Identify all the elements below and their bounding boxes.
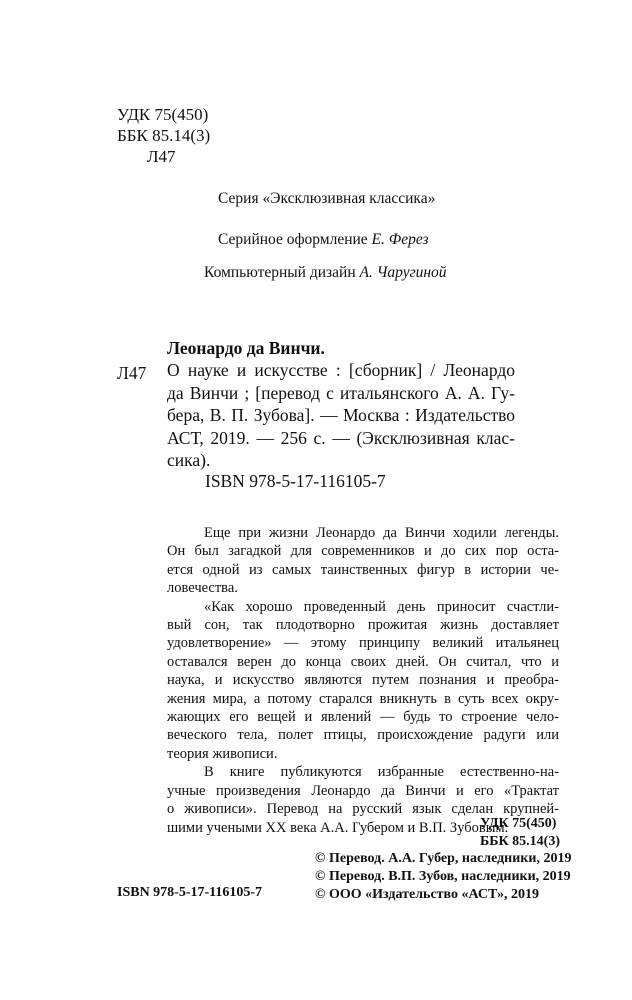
computer-designer-name: А. Чаругиной [359,264,447,281]
annotation-line: наука, и искусство являются путем познания и преобра- [167,672,559,689]
annotation-line: В книге публикуются избранные естественно-на- [204,764,559,781]
copyright-block [315,850,571,904]
computer-design-line [204,264,447,282]
bib-author-mark: Л47 [117,363,147,383]
copyright-line: © ООО «Издательство «АСТ», 2019 [315,887,540,902]
annotation-line: шими учеными XX века А.А. Губером и В.П. Зубовым. [167,819,509,836]
footer-udk: УДК 75(450) [480,816,557,831]
annotation-line: теория живописи. [167,745,278,762]
cover-design-label: Серийное оформление [218,231,372,248]
bib-line: О науке и искусстве : [сборник] / Леонардо [167,360,515,380]
footer-bbk: ББК 85.14(3) [480,834,560,849]
annotation-line: о живописи». Перевод на русский язык сделан крупней- [167,801,559,818]
bib-line: да Винчи ; [перевод с итальянского А. А. Гу- [167,382,515,403]
annotation-line: ется одной из самых таинственных фигур в истории че- [167,561,559,578]
annotation-line: вый сон, так плодотворно прожитая жизнь доставляет [167,617,559,634]
annotation-line: оставался верен до конца своих дней. Он считал, что и [167,653,559,670]
annotation [167,524,559,837]
annotation-line: учные произведения Леонардо да Винчи и его «Трактат [167,782,559,799]
bbk-code: ББК 85.14(3) [117,126,211,145]
annotation-line: жающих его вещей и явлений — будь то строение чело- [167,709,559,726]
author-mark: Л47 [147,147,176,166]
annotation-line: веческого тела, полет птицы, происхождение радуги или [167,727,559,744]
bib-line: бера, В. П. Зубова]. — Москва : Издательство [167,405,515,425]
annotation-line: Он был загадкой для современников и до сих пор оста- [167,543,559,560]
bib-line: АСТ, 2019. — 256 с. — (Эксклюзивная клас- [167,427,515,448]
bib-author: Леонардо да Винчи. [167,338,325,358]
series-line: Серия «Эксклюзивная классика» [218,190,436,207]
footer-isbn: ISBN 978-5-17-116105-7 [117,885,263,900]
footer-codes [480,815,560,851]
annotation-line: жения мира, а потому старался вникнуть в суть всех окру- [167,690,559,707]
annotation-line: ловечества. [167,580,238,597]
computer-design-label: Компьютерный дизайн [204,264,360,281]
cover-designer-name: Е. Ферез [371,231,429,248]
copyright-line: © Перевод. В.П. Зубов, наследники, 2019 [315,869,571,884]
bib-isbn: ISBN 978-5-17-116105-7 [205,471,386,491]
cover-design-line [218,231,429,249]
udk-code: УДК 75(450) [117,105,209,124]
bib-record [167,359,515,472]
annotation-line: удовлетворение» — этому принципу великий итальянец [167,635,559,652]
copyright-line: © Перевод. А.А. Губер, наследники, 2019 [315,851,572,866]
classification-codes [117,104,210,167]
annotation-line: Еще при жизни Леонардо да Винчи ходили легенды. [204,525,559,541]
annotation-line: «Как хорошо проведенный день приносит счастли- [204,598,559,615]
bib-line: сика). [167,450,211,470]
